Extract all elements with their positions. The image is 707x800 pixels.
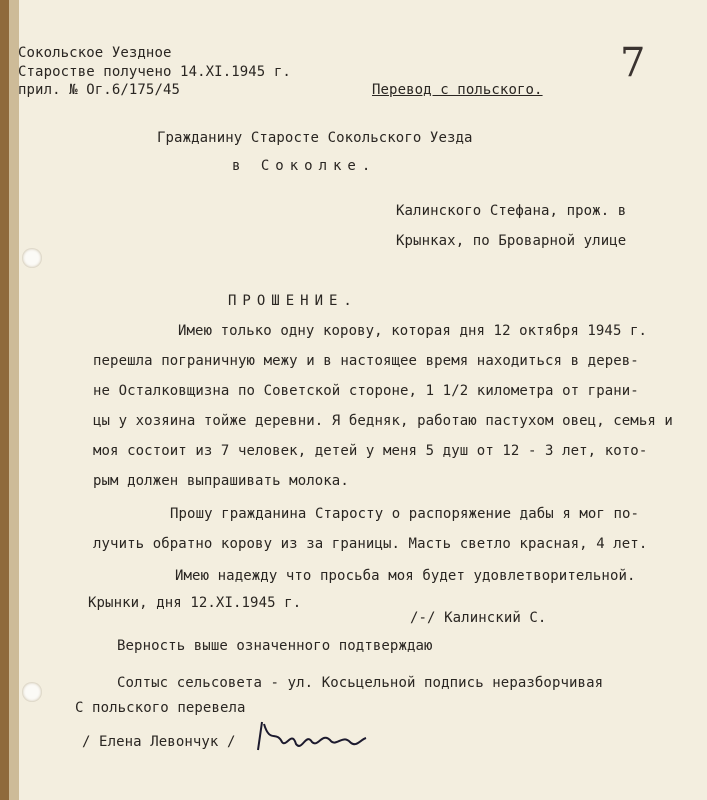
- binding-edge: [0, 0, 9, 800]
- binder-hole: [22, 682, 42, 702]
- body-line: Имею надежду что просьба моя будет удовлетворительной.: [175, 568, 636, 584]
- binding-shadow: [9, 0, 19, 800]
- typed-signature: /-/ Калинский С.: [410, 610, 547, 626]
- soltys-line: Солтыс сельсовета - ул. Косьцельной подпись неразборчивая: [117, 675, 604, 691]
- translator-name: / Елена Левончук /: [82, 734, 236, 750]
- body-line: рым должен выпрашивать молока.: [93, 473, 349, 489]
- addressee-line1: Гражданину Старосте Сокольского Уезда: [157, 130, 473, 146]
- body-line: моя состоит из 7 человек, детей у меня 5 душ от 12 - 3 лет, кото-: [93, 443, 648, 459]
- body-line: Имею только одну корову, которая дня 12 октября 1945 г.: [178, 323, 648, 339]
- body-line: лучить обратно корову из за границы. Масть светло красная, 4 лет.: [93, 536, 648, 552]
- body-line: перешла пограничную межу и в настоящее время находиться в дерев-: [93, 353, 639, 369]
- office-stamp-line3: прил. № Ог.6/175/45: [18, 82, 181, 98]
- body-line: Прошу гражданина Старосту о распоряжение дабы я мог по-: [170, 506, 640, 522]
- body-line: не Осталковщизна по Советской стороне, 1 1/2 километра от грани-: [93, 383, 639, 399]
- handwritten-signature: [252, 718, 370, 756]
- petition-heading: ПРОШЕНИЕ.: [228, 293, 358, 309]
- handwritten-page-number: 7: [620, 40, 646, 86]
- sender-line2: Крынках, по Броварной улице: [396, 233, 627, 249]
- translated-from: С польского перевела: [75, 700, 246, 716]
- certification-line: Верность выше означенного подтверждаю: [117, 638, 433, 654]
- office-stamp-line1: Сокольское Уездное: [18, 45, 172, 61]
- binder-hole: [22, 248, 42, 268]
- office-stamp-line2: Старостве получено 14.XI.1945 г.: [18, 64, 291, 80]
- addressee-line2: в Соколке.: [232, 158, 377, 174]
- place-date: Крынки, дня 12.XI.1945 г.: [88, 595, 302, 611]
- translation-note: Перевод с польского.: [372, 82, 543, 98]
- sender-line1: Калинского Стефана, прож. в: [396, 203, 627, 219]
- body-line: цы у хозяина тойже деревни. Я бедняк, работаю пастухом овец, семья и: [93, 413, 673, 429]
